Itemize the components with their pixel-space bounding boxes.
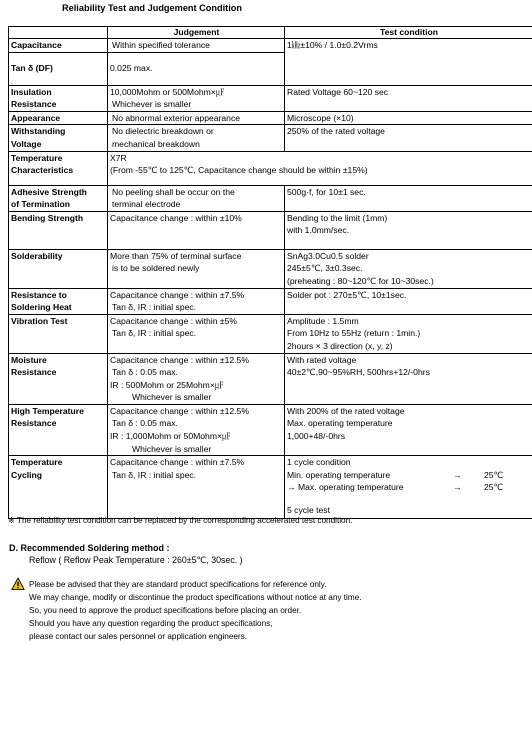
cycle-step-row: Min. operating temperature → 25℃ xyxy=(287,469,504,480)
soldering-heading: D. Recommended Soldering method : xyxy=(9,543,170,553)
table-row xyxy=(9,185,532,211)
row-judgement: Capacitance change : within ±12.5% Tan δ : 0.05 max. IR : 500Mohm or 25Mohm×㎌ Whichever is smaller xyxy=(108,353,285,404)
row-item: High Temperature Resistance xyxy=(9,404,108,455)
table-row xyxy=(9,314,532,353)
row-condition: 250% of the rated voltage xyxy=(285,125,532,151)
row-condition: With rated voltage 40±2℃,90~95%RH, 500hrs+12/-0hrs xyxy=(285,353,532,404)
row-condition: Rated Voltage 60~120 sec xyxy=(285,85,532,111)
header-item xyxy=(9,27,108,39)
row-judgement: No peeling shall be occur on the terminal electrode xyxy=(108,185,285,211)
row-judgement: Capacitance change : within ±5% Tan δ, IR : initial spec. xyxy=(108,314,285,353)
row-wide-condition: X7R (From -55℃ to 125℃, Capacitance change should be within ±15%) xyxy=(108,151,532,185)
row-condition: Microscope (×10) xyxy=(285,111,532,125)
row-item: Appearance xyxy=(9,111,108,125)
table-row xyxy=(9,288,532,314)
row-judgement: Capacitance change : within ±12.5% Tan δ : 0.05 max. IR : 1,000Mohm or 50Mohm×㎌ Whichever is smaller xyxy=(108,404,285,455)
row-item: Moisture Resistance xyxy=(9,353,108,404)
row-condition: 1 cycle condition Min. operating temperature → 25℃ → Max. operating temperature → 25℃ 5 cycle test xyxy=(285,456,532,519)
table-row xyxy=(9,85,532,111)
row-condition: With 200% of the rated voltage Max. operating temperature 1,000+48/-0hrs xyxy=(285,404,532,455)
row-condition: Bending to the limit (1mm) with 1.0mm/sec. xyxy=(285,211,532,249)
row-item: Capacitance xyxy=(9,39,108,53)
header-test-condition: Test condition xyxy=(285,27,532,39)
row-condition: SnAg3.0Cu0.5 solder 245±5℃, 3±0.3sec. (preheating : 80~120℃ for 10~30sec.) xyxy=(285,249,532,288)
row-item: Resistance to Soldering Heat xyxy=(9,288,108,314)
table-row xyxy=(9,404,532,455)
row-item: Bending Strength xyxy=(9,211,108,249)
row-judgement: Capacitance change : within ±10% xyxy=(108,211,285,249)
table-row xyxy=(9,249,532,288)
arrow-icon: → xyxy=(453,469,462,480)
row-item: Solderability xyxy=(9,249,108,288)
header-judgement: Judgement xyxy=(108,27,285,39)
row-judgement: No abnormal exterior appearance xyxy=(108,111,285,125)
row-judgement: 0.025 max. xyxy=(108,52,285,85)
row-condition: 500g·f, for 10±1 sec. xyxy=(285,185,532,211)
row-item: Tan δ (DF) xyxy=(9,52,108,85)
row-condition: 1㎑±10% / 1.0±0.2Vrms xyxy=(285,39,532,86)
table-row xyxy=(9,151,532,185)
row-judgement: No dielectric breakdown or mechanical breakdown xyxy=(108,125,285,151)
footnote: ※ The reliability test condition can be replaced by the corresponding accelerated test condition. xyxy=(8,516,353,525)
row-item: Vibration Test xyxy=(9,314,108,353)
row-item: Insulation Resistance xyxy=(9,85,108,111)
row-judgement: More than 75% of terminal surface is to be soldered newly xyxy=(108,249,285,288)
table-row xyxy=(9,39,532,53)
row-judgement: Within specified tolerance xyxy=(108,39,285,53)
row-item: Temperature Characteristics xyxy=(9,151,108,185)
row-item: Adhesive Strength of Termination xyxy=(9,185,108,211)
table-header-row xyxy=(9,27,532,39)
arrow-icon: → xyxy=(453,482,462,493)
soldering-method: Reflow ( Reflow Peak Temperature : 260±5℃, 30sec. ) xyxy=(29,555,243,565)
table-row xyxy=(9,211,532,249)
cycle-step-row: → Max. operating temperature → 25℃ xyxy=(287,482,504,493)
row-item: Temperature Cycling xyxy=(9,456,108,519)
table-row xyxy=(9,125,532,151)
table-row xyxy=(9,353,532,404)
warning-icon xyxy=(11,577,25,591)
table-row xyxy=(9,111,532,125)
row-judgement: 10,000Mohm or 500Mohm×㎌ Whichever is smaller xyxy=(108,85,285,111)
table-row xyxy=(9,456,532,519)
reliability-table xyxy=(8,26,532,519)
row-condition: Solder pot : 270±5℃, 10±1sec. xyxy=(285,288,532,314)
notice-text: Please be advised that they are standard product specifications for reference only. We may change, modify or discontinue the product specifications without notice at any time. So, you need to approve the product specifications before placing an order. Should you have any question regarding the product specifications, please contact our sales personnel or application engineers. xyxy=(29,580,362,641)
page-title: Reliability Test and Judgement Condition xyxy=(62,3,243,13)
row-item: Withstanding Voltage xyxy=(9,125,108,151)
row-judgement: Capacitance change : within ±7.5% Tan δ, IR : initial spec. xyxy=(108,456,285,519)
row-judgement: Capacitance change : within ±7.5% Tan δ, IR : initial spec. xyxy=(108,288,285,314)
row-condition: Amplitude : 1.5mm From 10Hz to 55Hz (return : 1min.) 2hours × 3 direction (x, y, z) xyxy=(285,314,532,353)
